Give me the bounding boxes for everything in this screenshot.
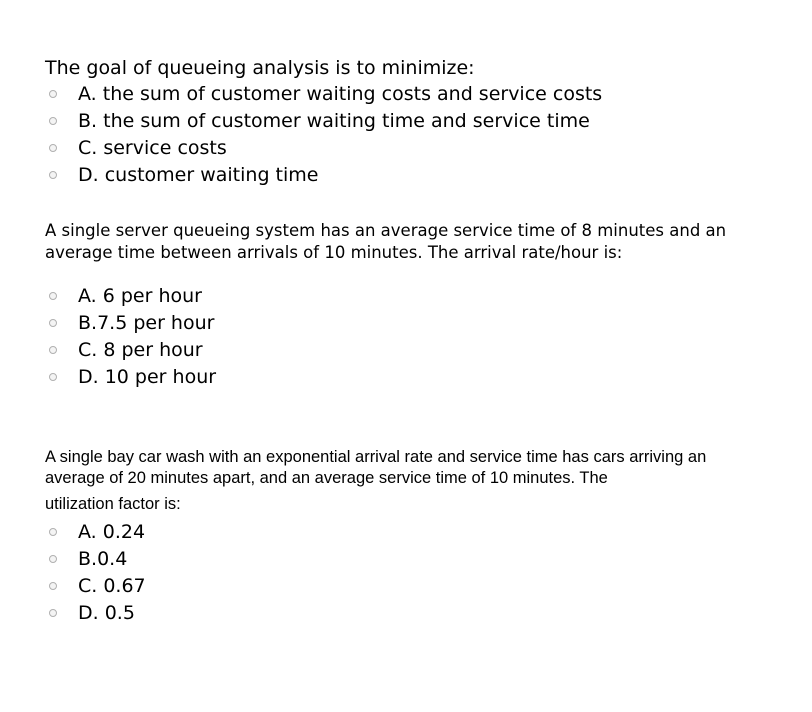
radio-button[interactable] xyxy=(49,292,57,300)
question-1-option-b[interactable] xyxy=(45,108,765,135)
question-2-option-c[interactable] xyxy=(45,337,765,364)
radio-button[interactable] xyxy=(49,373,57,381)
option-label: B. the sum of customer waiting time and service time xyxy=(78,110,590,132)
question-3-text xyxy=(45,447,765,515)
question-3-option-c[interactable] xyxy=(45,573,765,600)
radio-button[interactable] xyxy=(49,90,57,98)
question-2-options xyxy=(45,283,765,391)
question-3-text-main: A single bay car wash with an exponential arrival rate and service time has cars arriving an average of 20 minutes apart, and an average service time of 10 minutes. The xyxy=(45,448,707,487)
radio-button[interactable] xyxy=(49,346,57,354)
question-3-options xyxy=(45,519,765,627)
radio-button[interactable] xyxy=(49,555,57,563)
question-3-option-d[interactable] xyxy=(45,600,765,627)
question-3-option-b[interactable] xyxy=(45,546,765,573)
radio-button[interactable] xyxy=(49,117,57,125)
radio-button[interactable] xyxy=(49,319,57,327)
option-label: D. customer waiting time xyxy=(78,164,319,186)
radio-button[interactable] xyxy=(49,144,57,152)
radio-button[interactable] xyxy=(49,171,57,179)
question-1 xyxy=(45,55,765,189)
question-3-text-last-line: utilization factor is: xyxy=(45,495,181,513)
question-1-option-c[interactable] xyxy=(45,135,765,162)
option-label: B.0.4 xyxy=(78,548,128,570)
option-label: C. service costs xyxy=(78,137,227,159)
question-2-text: A single server queueing system has an average service time of 8 minutes and an average time between arrivals of 10 minutes. The arrival rate/hour is: xyxy=(45,221,727,262)
radio-button[interactable] xyxy=(49,609,57,617)
question-1-option-d[interactable] xyxy=(45,162,765,189)
radio-button[interactable] xyxy=(49,582,57,590)
question-2-option-d[interactable] xyxy=(45,364,765,391)
option-label: A. the sum of customer waiting costs and service costs xyxy=(78,83,603,105)
option-label: C. 0.67 xyxy=(78,575,146,597)
radio-button[interactable] xyxy=(49,528,57,536)
question-1-option-a[interactable] xyxy=(45,81,765,108)
option-label: C. 8 per hour xyxy=(78,339,203,361)
option-label: B.7.5 per hour xyxy=(78,312,215,334)
question-2-option-b[interactable] xyxy=(45,310,765,337)
option-label: D. 10 per hour xyxy=(78,366,217,388)
option-label: A. 0.24 xyxy=(78,521,146,543)
option-label: D. 0.5 xyxy=(78,602,135,624)
question-1-options xyxy=(45,81,765,189)
option-label: A. 6 per hour xyxy=(78,285,202,307)
question-1-text: The goal of queueing analysis is to minimize: xyxy=(45,57,475,79)
question-3 xyxy=(45,447,765,627)
question-2-option-a[interactable] xyxy=(45,283,765,310)
question-2 xyxy=(45,220,765,391)
question-3-option-a[interactable] xyxy=(45,519,765,546)
